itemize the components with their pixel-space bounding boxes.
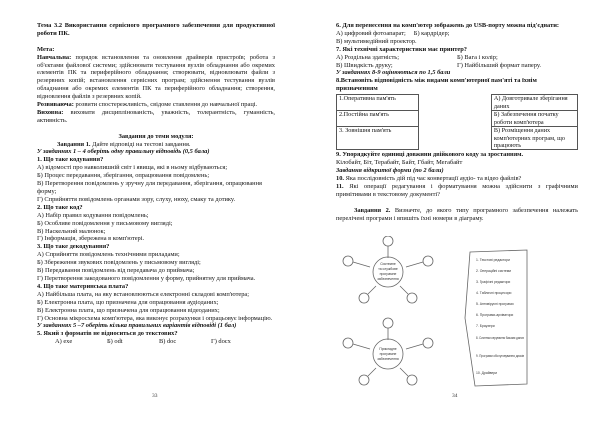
hub-bottom-line: програмне: [379, 352, 397, 356]
program-list-item: 5. Антивірусні програми: [476, 302, 514, 306]
open-form-heading: Завдання відкритої форми (по 2 бали): [336, 167, 444, 175]
memory-type-cell: 1.Оперативна пам'ять: [337, 95, 419, 111]
program-list-item: 2. Операційні системи: [476, 269, 511, 273]
instruction-1-4: У завданнях 1 – 4 оберіть одну правильну відповідь (0,5 бала): [37, 148, 210, 156]
hub-top-line: забезпечення: [377, 277, 399, 281]
page-number-right: 34: [452, 393, 458, 399]
goal-teaching: [37, 54, 275, 101]
answer-option: Г) Інформація, збережена в комп'ютері.: [37, 235, 145, 243]
program-list-item: 7. Браузери: [476, 324, 495, 328]
hub-top-line: та службове: [378, 267, 398, 271]
question-1: [37, 156, 275, 203]
answer-option: В) Передавання повідомлень від передавача до приймача;: [37, 267, 195, 275]
answer-option: А) Найбільша плата, на яку встановлюються електронні складові комп'ютера;: [37, 290, 250, 298]
left-page-content: [37, 22, 275, 346]
question-6: 6. Для перенесення на комп'ютер зображень до USB-порту можна під'єднати:: [336, 22, 560, 29]
answer-option: Б) odt: [107, 338, 123, 346]
right-page-content: [336, 22, 578, 223]
memory-type-cell: 2.Постійна пам'ять: [337, 111, 419, 127]
question-9-items: Кілобайт, Біт, Терабайт, Байт, Гбайт, Мегабайт: [336, 159, 463, 167]
question-6-options-row: [336, 30, 578, 38]
question-11-number: 11.: [336, 183, 344, 190]
question-text: 2. Що таке код?: [37, 203, 83, 211]
question-7-options-row: [336, 62, 578, 70]
answer-option: Б) Особливе повідомлення у письмовому вигляді;: [37, 219, 173, 227]
hub-bottom-line: забезпечення: [377, 357, 399, 361]
program-list-item: 9. Програми обслуговування дисків: [476, 354, 525, 358]
table-row: [337, 127, 578, 150]
task2-text: Визначте, до якого типу програмного забезпечення належать перелічені програми і впишіть їхні номери в діаграму.: [336, 206, 578, 222]
topic-title: Тема 3.2 Використання сервісного програмного забезпечення для продуктивної роботи ПК.: [37, 22, 275, 37]
answer-option: А) відомості про навколишній світ і явища, які в ньому відбуваються;: [37, 164, 228, 172]
developing-text: розвити спостережливість, свідоме ставлення до навчальної праці.: [75, 101, 258, 109]
question-7-options-row: [336, 54, 578, 62]
answer-slot-circle[interactable]: [423, 338, 433, 348]
hub-top-line: Системне: [380, 262, 396, 266]
answer-option: Б) Процес передавання, зберігання, опрацювання повідомлень;: [37, 172, 210, 180]
answer-option: Г) Сприйняття повідомлень органами зору, слуху, нюху, смаку та дотику.: [37, 195, 236, 203]
goal-developing: [37, 101, 275, 109]
answer-option: В) doc: [159, 338, 177, 346]
program-list-item: 10. Драйвери: [476, 371, 498, 375]
hub-top-line: програмне: [379, 272, 397, 276]
educational-label: Виховна:: [37, 108, 64, 116]
page-number-left: 33: [152, 393, 158, 399]
answer-option: Б) Збереження звукових повідомлень у письмовому вигляді;: [37, 259, 201, 267]
answer-option: Г) Перетворення закодованого повідомлення у форму, прийнятну для приймача.: [37, 274, 256, 282]
program-list-item: 4. Табличні процесори: [476, 291, 512, 295]
memory-type-cell: 3. Зовнішня пам'ять: [337, 127, 419, 150]
program-list-item: 3. Графічні редактори: [476, 280, 511, 284]
answer-option: В) Перетворення повідомлень у зручну для передавання, зберігання, опрацювання форму;: [37, 180, 262, 195]
question-10: [336, 175, 578, 183]
answer-option: Б) Електронна плата, що призначена для опрацювання аудіоданих;: [37, 298, 219, 306]
answer-slot-circle[interactable]: [423, 256, 433, 266]
question-10-text: Яка послідовність дій під час конвертації аудіо- та відео файлів?: [345, 175, 522, 183]
goal-label: Мета:: [37, 45, 55, 53]
matching-table: [336, 94, 578, 150]
answer-option: В) мультимедійний проектор.: [336, 37, 417, 45]
question-9: 9. Упорядкуйте одиниці довжини двійкового коду за зростанням.: [336, 151, 524, 159]
question-11: [336, 183, 578, 199]
answer-option: А) Роздільна здатність;: [336, 53, 399, 61]
question-11-text: Які операції редагування і форматування можна здійснити з графічними примітивами в текстовому документі?: [336, 183, 578, 198]
teaching-text: порядок встановлення та оновлення драйверів пристроїв; робота з об'єктами файлової системи; здійснювати тестування вузлів обладнання або окремих елементів ПК та периферійного обладнання; створювати, відновлювати файли з резервних копій; встановлення сервісних програм; здійснення тестування вузлів обладнання або окремих елементів ПК та периферійного обладнання; створення, відновлення файлів з резервних копій.: [37, 53, 275, 101]
question-5-options: [37, 338, 275, 346]
question-text: 4. Що таке материнська плата?: [37, 282, 129, 290]
tasks-heading: Завдання до теми модуля:: [118, 132, 194, 140]
table-row: [337, 95, 578, 111]
instruction-5-7: У завданнях 5 –7 оберіть кілька правильних варіантів відповіді (1 бал): [37, 322, 237, 330]
educational-text: виховати дисциплінованість, уважність, толерантність, гуманність, активність.: [37, 108, 275, 124]
answer-slot-circle[interactable]: [407, 375, 417, 385]
answer-slot-circle[interactable]: [359, 375, 369, 385]
instruction-8-9: У завданнях 8-9 оцінюються по 1,5 бали: [336, 69, 451, 77]
task1-line: [37, 141, 275, 149]
answer-option: А) Набір правил кодування повідомлень;: [37, 211, 149, 219]
task1-label: Завдання 1.: [57, 140, 91, 148]
answer-slot-circle[interactable]: [343, 256, 353, 266]
table-row: [337, 111, 578, 127]
software-type-diagram: [330, 236, 530, 391]
answer-option: А) цифровий фотоапарат;: [336, 29, 406, 37]
program-list-item: 8. Системи керування базами даних: [476, 336, 525, 340]
answer-slot-circle[interactable]: [407, 293, 417, 303]
question-2: [37, 204, 275, 244]
answer-slot-circle[interactable]: [383, 318, 393, 328]
answer-option: В) Швидкість друку;: [336, 61, 393, 69]
program-list-item: 1. Текстові редактори: [476, 258, 510, 262]
task2-label: Завдання 2.: [354, 206, 391, 214]
answer-option: Г) Основна мікросхема комп'ютера, яка виконує розрахунки і опрацьовує інформацію.: [37, 314, 273, 322]
question-text: 3. Що таке декодування?: [37, 243, 110, 251]
teaching-label: Навчальна:: [37, 53, 72, 61]
answer-option: Г) docx: [211, 338, 231, 346]
question-7: 7. Які технічні характеристики має принтер?: [336, 45, 467, 53]
task1-text: Дайте відповіді на тестові завдання.: [92, 140, 191, 148]
answer-slot-circle[interactable]: [359, 293, 369, 303]
answer-option: Г) Найбільший формат паперу.: [457, 61, 541, 69]
task2-line: [336, 207, 578, 223]
question-8: 8.Встановіть відповідність між видами комп'ютерної пам'яті та їхнім призначенням: [336, 77, 537, 93]
purpose-cell: А) Довготривале зберігання даних: [491, 95, 577, 111]
answer-option: Б) кардрідер;: [413, 29, 450, 37]
purpose-cell: В) Розміщення даних комп'ютерних програм, що працюють: [491, 127, 577, 150]
goal-educational: [37, 109, 275, 125]
program-list-item: 6. Програми-архіватори: [476, 313, 514, 317]
right-page: [300, 0, 600, 424]
question-text: 1. Що таке кодування?: [37, 156, 104, 164]
hub-bottom-line: Прикладне: [379, 347, 397, 351]
answer-option: В) Наскельний малюнок;: [37, 227, 106, 235]
question-5: 5. Який з форматів не відноситься до текстових?: [37, 330, 178, 338]
developing-label: Розвиваюча:: [37, 101, 74, 109]
question-4: [37, 283, 275, 323]
answer-option: В) Електронна плата, що призначена для опрацювання відеоданих;: [37, 306, 220, 314]
question-10-number: 10.: [336, 175, 344, 183]
question-3: [37, 243, 275, 283]
answer-slot-circle[interactable]: [383, 236, 393, 246]
answer-option: Б) Вага і колір;: [457, 53, 498, 61]
answer-option: А) exe: [55, 338, 73, 346]
answer-option: А) Сприйняття повідомлень технічними приладами;: [37, 251, 180, 259]
answer-slot-circle[interactable]: [343, 338, 353, 348]
purpose-cell: Б) Забезпечення початку роботи комп'ютера: [491, 111, 577, 127]
